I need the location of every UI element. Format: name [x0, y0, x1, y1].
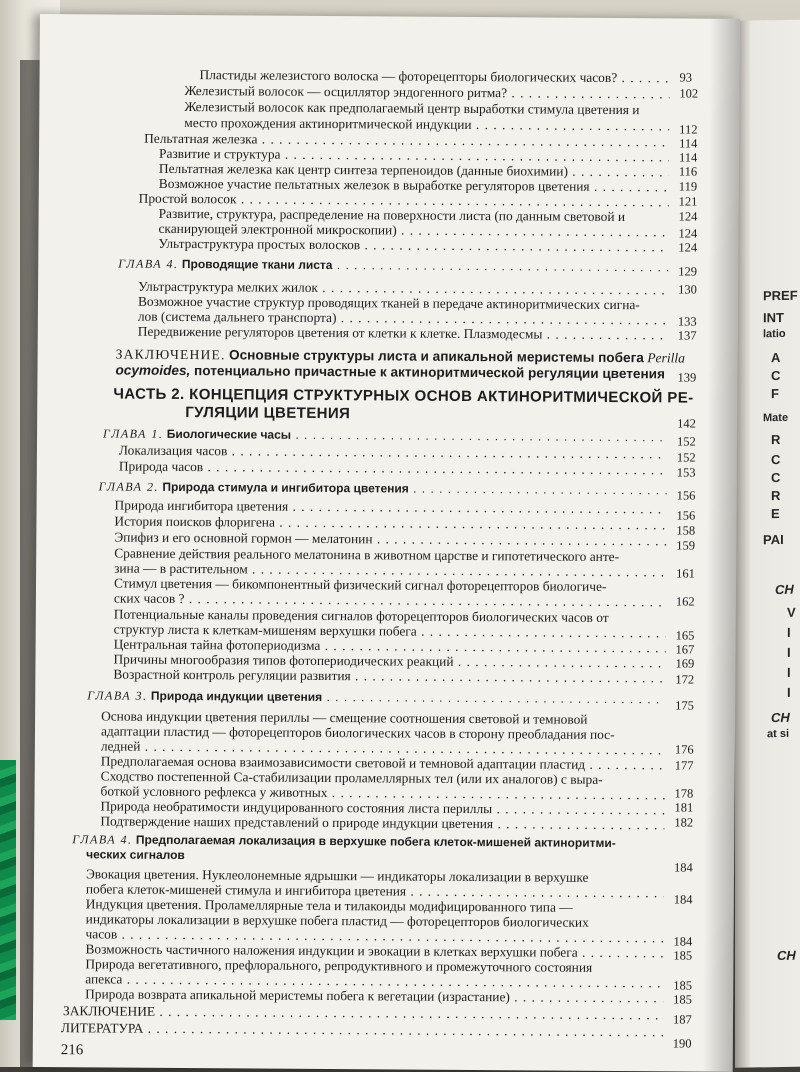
toc-page-number: 187 — [672, 1012, 692, 1027]
toc-page-number: 190 — [672, 1036, 692, 1051]
chapter-heading: ГЛАВА 4. Проводящие ткани листа . . . — [118, 257, 668, 276]
toc-page-number: 184 — [674, 860, 693, 875]
toc-entry: сканирующей электронной микроскопии) . . . — [158, 221, 668, 240]
toc-entry: Возможное участие структур проводящих тканей в передаче актиноритмических сигна- — [137, 293, 640, 313]
toc-page-number: 130 — [678, 282, 697, 297]
toc-entry: Индукция цветения. Проламеллярные тела и тилакоиды модифицированного типа — — [85, 896, 573, 915]
facing-text: I — [787, 644, 791, 660]
toc-entry: Эпифиз и его основной гормон — мелатонин . . . — [114, 530, 666, 549]
toc-page-number: 185 — [673, 978, 693, 993]
toc-page-number: 184 — [673, 892, 693, 907]
toc-entry: часов . . . — [86, 926, 664, 945]
toc-entry: ЛИТЕРАТУРА . . . — [61, 1020, 663, 1039]
facing-text: R — [771, 487, 781, 504]
facing-text: A — [771, 349, 781, 366]
toc-entry: Пластиды железистого волоска — фоторецепторы биологических часов? . . . — [200, 67, 670, 85]
toc-page-number: 176 — [674, 742, 694, 757]
chapter-heading: ГЛАВА 2. Природа стимула и ингибитора цветения . . . — [99, 479, 667, 498]
toc-page-number: 184 — [673, 934, 693, 949]
toc-entry: Пельтатная железка . . . — [144, 131, 669, 150]
toc-page-number: 169 — [675, 656, 695, 671]
facing-text: F — [771, 386, 779, 402]
toc-entry: ЗАКЛЮЧЕНИЕ . . . — [63, 1003, 663, 1022]
toc-entry: Ультраструктура простых волосков . . . — [158, 236, 668, 255]
toc-entry: структур листа к клеткам-мишеням верхушки побега . . . — [114, 622, 666, 641]
toc-page-number: 129 — [678, 264, 698, 279]
facing-text: CH — [777, 947, 796, 964]
facing-page — [735, 19, 800, 1068]
part-heading: ГУЛЯЦИИ ЦВЕТЕНИЯ — [185, 404, 351, 423]
toc-page-number: 158 — [676, 523, 696, 538]
facing-text: CH — [771, 709, 790, 726]
toc-entry: индикаторы локализации в верхушке побега пластид — фоторецепторов биологических — [85, 911, 589, 930]
toc-page-number: 121 — [678, 194, 698, 209]
toc-entry: адаптации пластид — фоторецепторов биологических часов в сторону преобладания пос- — [100, 723, 615, 743]
toc-page-number: 177 — [674, 758, 694, 773]
toc-page-number: 142 — [677, 416, 696, 431]
toc-entry: Природа вегетативного, префлорального, репродуктивного и промежуточного состояния — [85, 956, 593, 975]
toc-page-number: 152 — [676, 434, 696, 449]
toc-page-number: 162 — [675, 594, 695, 609]
facing-text: I — [787, 684, 791, 700]
facing-text: latio — [763, 327, 786, 341]
toc-entry: боткой условного рефлекса у животных . . . — [101, 783, 665, 802]
toc-entry: Природа часов . . . — [119, 459, 667, 478]
conclusion-heading: ЗАКЛЮЧЕНИЕ. Основные структуры листа и апикальной меристемы побега Perilla — [115, 346, 686, 366]
toc-entry: зина — в растительном . . . — [114, 561, 666, 580]
toc-entry: Сходство постепенной Ca-стабилизации проламеллярных тел (или их аналогов) с выра- — [100, 768, 603, 787]
toc-page-number: 185 — [673, 948, 693, 963]
chapter-heading: ческих сигналов — [86, 847, 185, 863]
toc-entry: Возрастной контроль регуляции развития . . . — [113, 667, 665, 686]
toc-page-number: 156 — [676, 488, 696, 503]
facing-text: PAI — [763, 531, 784, 548]
chapter-heading: ГЛАВА 3. Природа индукции цветения . . . — [87, 688, 665, 707]
toc-entry: ледней . . . — [101, 738, 665, 757]
toc-page-number: 167 — [675, 642, 695, 657]
facing-text: I — [787, 624, 791, 640]
toc-page-number: 112 — [679, 122, 698, 137]
toc-page-number: 161 — [676, 566, 695, 581]
toc-page-number: 116 — [678, 164, 698, 179]
toc-entry: Подтверждение наших представлений о природе индукции цветения . . . — [100, 813, 664, 832]
conclusion-heading: ocymoides, потенциально причастные к актиноритмической регуляции цветения . . . — [115, 363, 667, 382]
facing-text: C — [771, 451, 781, 468]
toc-page-number: 153 — [676, 465, 696, 480]
facing-text: C — [771, 469, 781, 486]
toc-page-number: 139 — [677, 370, 697, 385]
facing-text: CH — [775, 581, 794, 598]
toc-entry: Пельтатная железка как центр синтеза терпеноидов (данные биохимии) . . . — [159, 161, 669, 180]
part-heading: ЧАСТЬ 2. КОНЦЕПЦИЯ СТРУКТУРНЫХ ОСНОВ АКТИНОРИТМИЧЕСКОЙ РЕ- — [113, 385, 694, 407]
toc-page-number: 114 — [678, 150, 698, 165]
toc-entry: Причины многообразия типов фотопериодических реакций . . . — [113, 652, 665, 671]
toc-page-number: 137 — [677, 328, 697, 343]
facing-text: PREF — [763, 287, 798, 304]
toc-page-number: 124 — [678, 240, 698, 255]
toc-page-number: 172 — [675, 672, 695, 687]
facing-text: Mate — [763, 411, 789, 425]
facing-text: I — [787, 664, 791, 680]
toc-page-number: 156 — [676, 508, 696, 523]
page-number: 216 — [60, 1042, 84, 1059]
toc-entry: Возможность частичного наложения индукции и эвокации в клетках верхушки побега . . . — [85, 941, 663, 960]
facing-text: V — [787, 604, 796, 620]
toc-page-number: 119 — [678, 179, 698, 194]
toc-entry: Основа индукции цветения периллы — смещение соотношения световой и темновой — [101, 708, 588, 727]
toc-page-number: 124 — [678, 209, 698, 224]
toc-entry: место прохождения актиноритмической индукции . . . — [184, 115, 669, 133]
toc-page-number: 124 — [678, 226, 698, 241]
toc-entry: Природа необратимости индуцированного состояния листа периллы . . . — [100, 798, 664, 817]
toc-entry: Потенциальные каналы проведения сигналов фоторецепторов биологических часов от — [113, 606, 609, 625]
facing-text: R — [771, 431, 781, 448]
toc-entry: Ультраструктура мелких жилок . . . — [138, 279, 668, 298]
toc-page-number: 165 — [675, 628, 695, 643]
toc-page-number: 93 — [679, 70, 693, 85]
toc-entry: лов (система дальнего транспорта) . . . — [138, 309, 668, 328]
toc-page-number: 182 — [674, 815, 694, 830]
toc-page-number: 181 — [674, 800, 694, 815]
toc-page-number: 102 — [679, 86, 699, 101]
facing-text: at si — [767, 727, 790, 741]
chapter-heading: ГЛАВА 1. Биологические часы . . . — [103, 426, 667, 445]
toc-entry: Природа ингибитора цветения . . . — [115, 498, 667, 517]
chapter-heading: ГЛАВА 4. Предполагаемая локализация в верхушке побега клеток-мишеней актиноритми- — [72, 832, 616, 851]
toc-entry: апекса . . . — [85, 971, 663, 990]
book-page — [33, 14, 740, 1072]
toc-entry: побега клеток-мишеней стимула и ингибитора цветения . . . — [86, 881, 664, 900]
toc-entry: Предполагаемая основа взаимозависимости световой и темновой адаптации пластид . . . — [101, 753, 665, 772]
toc-entry: Железистый волосок — осциллятор эндогенного ритма? . . . — [184, 83, 669, 101]
table-of-contents — [33, 14, 740, 1072]
toc-page-number: 133 — [677, 314, 697, 329]
toc-entry: Локализация часов . . . — [119, 443, 667, 462]
toc-entry: ских часов ? . . . — [114, 591, 666, 610]
toc-entry: Природа возврата апикальной меристемы побега к вегетации (израстание) . . . — [85, 986, 663, 1005]
toc-entry: Железистый волосок как предполагаемый центр выработки стимула цветения и — [184, 99, 640, 118]
facing-text: E — [771, 506, 780, 522]
green-object — [0, 760, 16, 1020]
toc-entry: Стимул цветения — бикомпонентный физический сигнал фоторецепторов биологиче- — [113, 575, 607, 594]
toc-entry: Передвижение регуляторов цветения от клетки к клетке. Плазмодесмы . . . — [138, 324, 668, 343]
toc-entry: Эвокация цветения. Нуклеолонемные ядрышки — индикаторы локализации в верхушке — [85, 866, 589, 885]
toc-page-number: 175 — [675, 698, 694, 713]
facing-text: INT — [763, 309, 784, 326]
toc-page-number: 159 — [676, 538, 696, 553]
toc-page-number: 152 — [676, 450, 696, 465]
toc-entry: Сравнение действия реального мелатонина в животном царстве и гипотетического анте- — [114, 545, 620, 565]
toc-entry: Развитие, структура, распределение на поверхности листа (по данным световой и — [158, 205, 626, 225]
toc-page-number: 185 — [673, 992, 692, 1007]
toc-page-number: 114 — [679, 136, 698, 151]
toc-page-number: 178 — [674, 786, 694, 801]
toc-entry: Простой волосок . . . — [139, 191, 669, 210]
facing-text: C — [771, 367, 781, 384]
toc-entry: Центральная тайна фотопериодизма . . . — [114, 637, 666, 656]
toc-entry: Развитие и структура . . . — [159, 146, 669, 165]
toc-entry: История поисков флоригена . . . — [114, 514, 666, 533]
toc-entry: Возможное участие пельтатных железок в выработке регуляторов цветения . . . — [159, 176, 669, 195]
